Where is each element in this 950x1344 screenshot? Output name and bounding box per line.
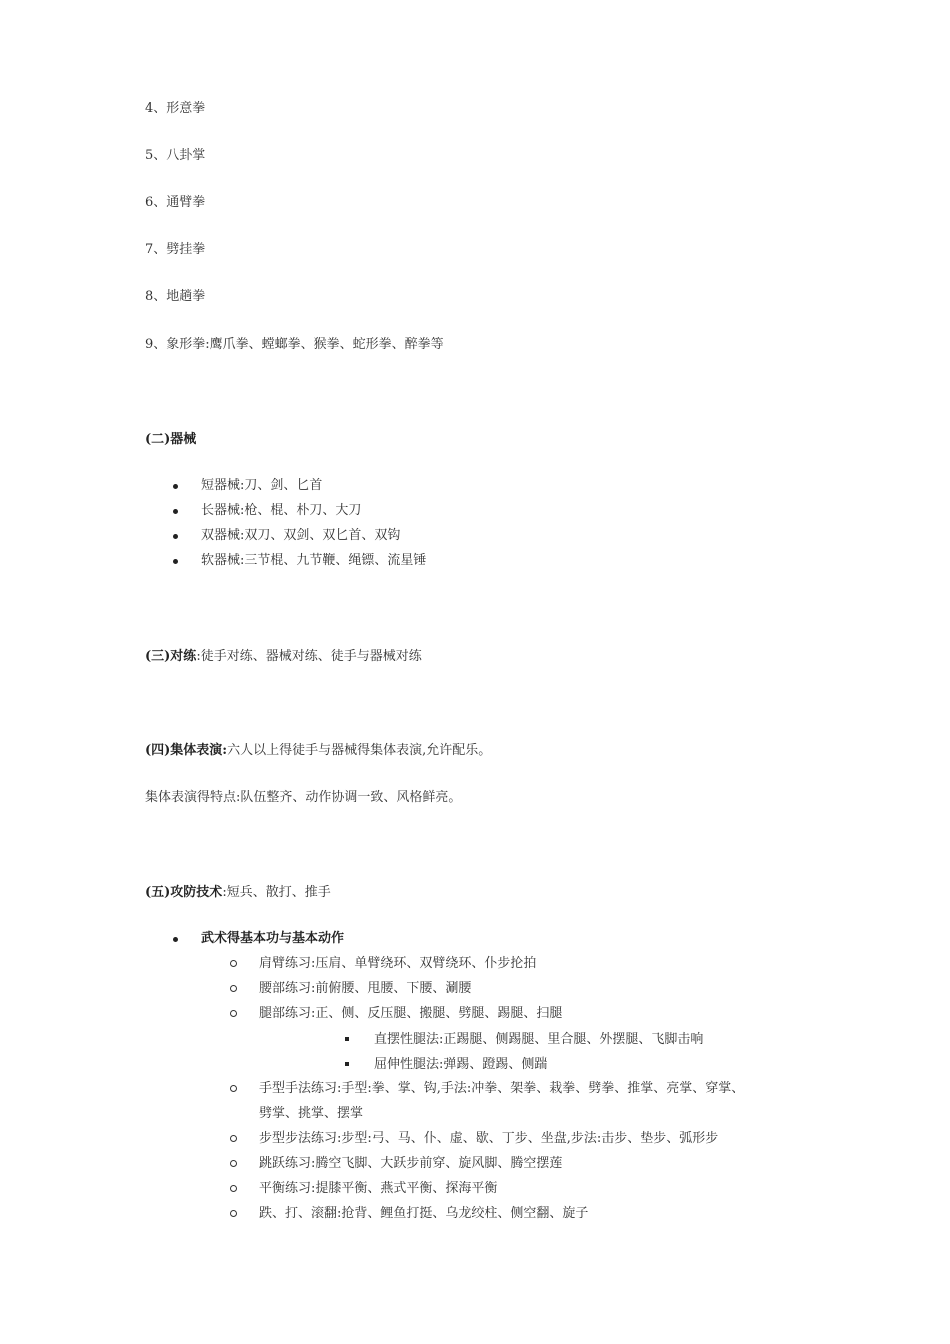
section-heading-group: (四)集体表演: (145, 743, 228, 758)
list-item-4: 4、形意拳 (145, 101, 206, 116)
basics-item-hand: 手型手法练习:手型:拳、掌、钩,手法:冲拳、架拳、栽拳、劈拳、推掌、亮掌、穿掌、 (259, 1081, 745, 1096)
list-item-5: 5、八卦掌 (145, 148, 206, 163)
list-item-6: 6、通臂拳 (145, 195, 206, 210)
bullet-dot (173, 937, 178, 942)
equipment-item-long: 长器械:枪、棍、朴刀、大刀 (201, 503, 362, 518)
basics-item-jump: 跳跃练习:腾空飞脚、大跃步前穿、旋风脚、腾空摆莲 (259, 1156, 563, 1171)
list-item-8: 8、地趟拳 (145, 289, 206, 304)
basics-item-balance: 平衡练习:提膝平衡、燕式平衡、探海平衡 (259, 1181, 498, 1196)
list-item-9: 9、象形拳:鹰爪拳、螳螂拳、猴拳、蛇形拳、醉拳等 (145, 337, 444, 352)
circle-bullet (230, 1085, 237, 1092)
leg-method-straight: 直摆性腿法:正踢腿、侧踢腿、里合腿、外摆腿、飞脚击响 (374, 1032, 704, 1047)
basics-title: 武术得基本功与基本动作 (201, 931, 345, 946)
equipment-item-soft: 软器械:三节棍、九节鞭、绳镖、流星锤 (201, 553, 427, 568)
square-bullet (345, 1037, 349, 1041)
equipment-item-double: 双器械:双刀、双剑、双匕首、双钩 (201, 528, 401, 543)
circle-bullet (230, 1185, 237, 1192)
section-combat (145, 884, 331, 902)
section-sparring-text: :徒手对练、器械对练、徒手与器械对练 (196, 649, 422, 664)
section-group (145, 742, 491, 760)
leg-method-bend: 屈伸性腿法:弹踢、蹬踢、侧踹 (374, 1057, 548, 1072)
circle-bullet (230, 985, 237, 992)
square-bullet (345, 1062, 349, 1066)
circle-bullet (230, 1210, 237, 1217)
basics-item-leg: 腿部练习:正、侧、反压腿、搬腿、劈腿、踢腿、扫腿 (259, 1006, 563, 1021)
basics-item-shoulder: 肩臂练习:压肩、单臂绕环、双臂绕环、仆步抡拍 (259, 956, 537, 971)
circle-bullet (230, 1160, 237, 1167)
basics-item-waist: 腰部练习:前俯腰、甩腰、下腰、涮腰 (259, 981, 472, 996)
equipment-item-short: 短器械:刀、剑、匕首 (201, 478, 323, 493)
bullet-dot (173, 534, 178, 539)
circle-bullet (230, 1010, 237, 1017)
section-heading-equipment: (二)器械 (145, 432, 197, 447)
section-group-text: 六人以上得徒手与器械得集体表演,允许配乐。 (227, 743, 492, 758)
bullet-dot (173, 484, 178, 489)
section-group-note: 集体表演得特点:队伍整齐、动作协调一致、风格鲜亮。 (145, 790, 462, 805)
section-heading-combat: (五)攻防技术 (145, 885, 223, 900)
basics-item-stance: 步型步法练习:步型:弓、马、仆、虚、歇、丁步、坐盘,步法:击步、垫步、弧形步 (259, 1131, 719, 1146)
basics-item-tumble: 跌、打、滚翻:抢背、鲤鱼打挺、乌龙绞柱、侧空翻、旋子 (259, 1206, 589, 1221)
section-sparring (145, 648, 422, 666)
section-combat-text: :短兵、散打、推手 (222, 885, 331, 900)
list-item-7: 7、劈挂拳 (145, 242, 206, 257)
bullet-dot (173, 559, 178, 564)
circle-bullet (230, 1135, 237, 1142)
bullet-dot (173, 509, 178, 514)
circle-bullet (230, 960, 237, 967)
section-heading-sparring: (三)对练 (145, 649, 197, 664)
basics-item-hand-cont: 劈掌、挑掌、摆掌 (259, 1106, 364, 1121)
